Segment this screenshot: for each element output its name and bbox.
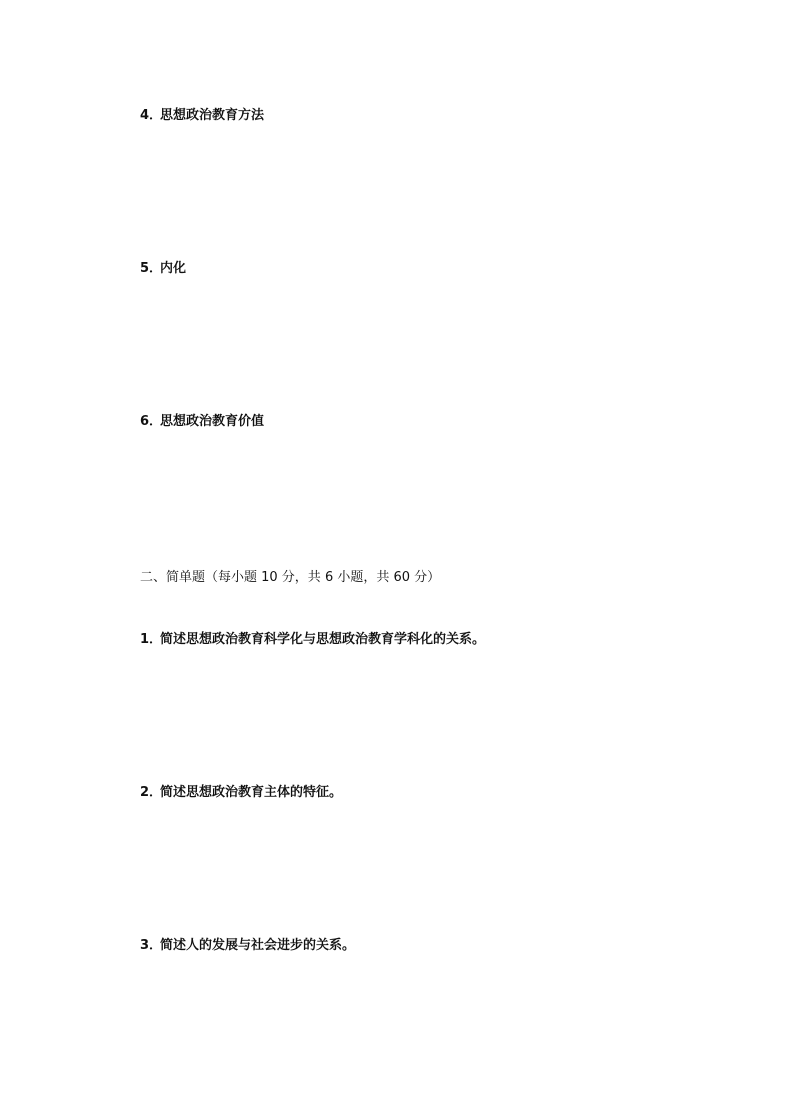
question-number: 2． bbox=[140, 785, 163, 800]
term-item-5 bbox=[140, 261, 186, 277]
term-item-4 bbox=[140, 108, 264, 124]
question-item-3 bbox=[140, 938, 355, 954]
term-text: 思想政治教育方法 bbox=[160, 108, 265, 123]
question-item-1 bbox=[140, 632, 485, 648]
question-item-2 bbox=[140, 785, 342, 801]
question-text: 简述人的发展与社会进步的关系。 bbox=[160, 938, 356, 953]
term-number: 5． bbox=[140, 261, 163, 276]
term-item-6 bbox=[140, 414, 264, 430]
question-number: 1． bbox=[140, 632, 163, 647]
term-number: 4． bbox=[140, 108, 163, 123]
term-text: 内化 bbox=[160, 261, 187, 276]
section-heading: 二、简单题（每小题 10 分，共 6 小题，共 60 分） bbox=[140, 570, 441, 585]
question-text: 简述思想政治教育科学化与思想政治教育学科化的关系。 bbox=[160, 632, 486, 647]
term-number: 6． bbox=[140, 414, 163, 429]
question-text: 简述思想政治教育主体的特征。 bbox=[160, 785, 343, 800]
question-number: 3． bbox=[140, 938, 163, 953]
term-text: 思想政治教育价值 bbox=[160, 414, 265, 429]
